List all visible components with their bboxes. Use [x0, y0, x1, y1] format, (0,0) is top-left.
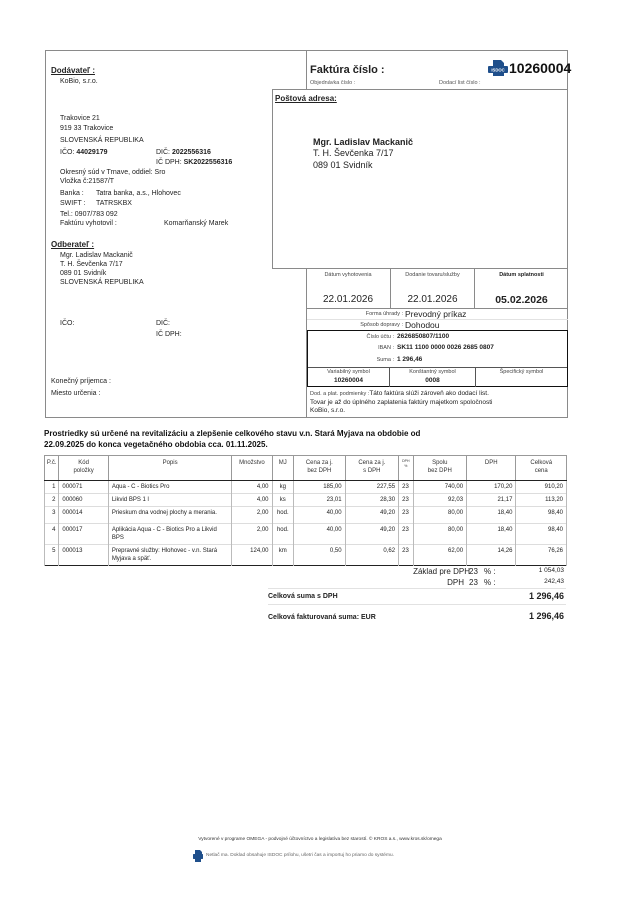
cell-vat-pct: 23 — [399, 524, 413, 545]
customer-city: 089 01 Svidník — [60, 270, 107, 277]
header-vertical-divider — [306, 50, 307, 90]
customer-icdph-label: IČ DPH: — [156, 331, 182, 338]
col-pc: P.č. — [45, 456, 59, 481]
supplier-bank-label: Banka : — [60, 190, 84, 197]
supplier-bank: Tatra banka, a.s., Hlohovec — [96, 190, 181, 197]
cell-price-vat: 28,30 — [345, 494, 399, 507]
supplier-court: Okresný súd v Trnave, oddiel: Sro — [60, 169, 166, 176]
issue-date-cell — [306, 269, 390, 309]
cell-price-vat: 0,62 — [345, 545, 399, 566]
issued-by-label: Faktúru vyhotovil : — [60, 220, 117, 227]
cell-price-vat: 49,20 — [345, 524, 399, 545]
sum: 1 296,46 — [397, 356, 423, 363]
table-row — [45, 481, 567, 494]
constant-symbol-label: Konštantný symbol — [409, 369, 456, 375]
issued-by: Komarňanský Marek — [164, 220, 229, 227]
cell-vat-pct: 23 — [399, 545, 413, 566]
supplier-heading: Dodávateľ : — [51, 66, 95, 75]
cell-total: 62,00 — [413, 545, 467, 566]
delivery-note-label: Dodací list číslo : — [439, 80, 481, 86]
items-table — [44, 455, 567, 566]
customer-street: T. H. Ševčenka 7/17 — [60, 261, 123, 268]
col-unit-price: Cena za j. bez DPH — [294, 456, 345, 481]
payment-method: Prevodný príkaz — [405, 309, 467, 319]
payment-method-label: Forma úhrady : — [365, 311, 403, 317]
cell-qty: 4,00 — [232, 481, 272, 494]
table-header-row — [45, 456, 567, 481]
issue-date-label: Dátum vyhotovenia — [324, 272, 372, 278]
cell-unit: ks — [272, 494, 294, 507]
funding-note — [44, 428, 420, 450]
supplier-icdph — [156, 159, 232, 166]
cell-total: 92,03 — [413, 494, 467, 507]
iban-label: IBAN : — [378, 345, 394, 351]
cell-desc: Aplikácia Aqua - C - Biotics Pro a Likvid BPS — [108, 524, 232, 545]
postal-name: Mgr. Ladislav Mackanič — [313, 137, 414, 147]
invoice-number: 10260004 — [509, 60, 572, 76]
cell-unit: kg — [272, 481, 294, 494]
cell-price: 40,00 — [294, 507, 345, 524]
transport-label: Spôsob dopravy : — [360, 322, 403, 328]
footer-credit: Vytvorené v programe OMEGA - podvojné účtovníctvo a legislatíva bez starostí. © KROS a.s., www.kros.sk/omega — [198, 837, 442, 842]
cell-vat-pct: 23 — [399, 481, 413, 494]
supplier-swift-label: SWIFT : — [60, 200, 86, 207]
dates-grid — [306, 269, 568, 309]
table-row — [45, 494, 567, 507]
variable-symbol-cell — [308, 368, 389, 387]
postal-heading: Poštová adresa: — [275, 94, 337, 103]
footer-isdoc-text: Netlač ma. Doklad obsahuje ISDOC prílohu, ušetri čas a importuj ho priamo do systému. — [206, 852, 394, 858]
funding-note-line2: 22.09.2025 do konca vegetačného obdobia cca. 01.11.2025. — [44, 440, 268, 449]
cell-total: 740,00 — [413, 481, 467, 494]
payment-divider — [307, 319, 568, 320]
cell-unit: hod. — [272, 507, 294, 524]
cell-total: 80,00 — [413, 507, 467, 524]
supplier-name: KoBio, s.r.o. — [60, 78, 98, 85]
cell-vat: 18,40 — [467, 524, 516, 545]
cell-price: 23,01 — [294, 494, 345, 507]
iban: SK11 1100 0000 0026 2685 0807 — [397, 344, 494, 351]
cell-code: 000013 — [59, 545, 108, 566]
cell-grand: 113,20 — [516, 494, 567, 507]
total-label: Celková suma s DPH — [268, 593, 338, 600]
variable-symbol: 10260004 — [334, 377, 363, 384]
delivery-date-label: Dodanie tovaru/služby — [405, 272, 460, 278]
due-date: 05.02.2026 — [495, 294, 548, 306]
supplier-icdph-value: SK2022556316 — [183, 159, 233, 166]
col-vat: DPH — [467, 456, 516, 481]
supplier-insert: Vložka č:21587/T — [60, 178, 115, 185]
constant-symbol-cell — [389, 368, 475, 387]
order-number-label: Objednávka číslo : — [310, 80, 356, 86]
supplier-city: 919 33 Trakovice — [60, 125, 114, 132]
final-recipient-label: Konečný príjemca : — [51, 378, 111, 385]
customer-country: SLOVENSKÁ REPUBLIKA — [60, 279, 144, 286]
variable-symbol-label: Variabilný symbol — [327, 369, 370, 375]
destination-label: Miesto určenia : — [51, 390, 101, 397]
col-grand: Celková cena — [516, 456, 567, 481]
cell-qty: 2,00 — [232, 507, 272, 524]
funding-note-line1: Prostriedky sú určené na revitalizáciu a zlepšenie celkového stavu v.n. Stará Myjava na obdobie od — [44, 429, 421, 438]
delivery-date-cell — [390, 269, 474, 309]
cell-price-vat: 227,55 — [345, 481, 399, 494]
invoiced-label: Celková fakturovaná suma: EUR — [268, 614, 376, 621]
vat-value: 242,43 — [544, 578, 564, 585]
customer-name: Mgr. Ladislav Mackanič — [60, 252, 133, 259]
supplier-ico-label: IČO: — [60, 149, 75, 156]
cell-desc: Aqua - C - Biotics Pro — [108, 481, 232, 494]
cell-vat: 18,40 — [467, 507, 516, 524]
terms — [310, 390, 492, 416]
sum-label: Suma : — [376, 357, 394, 363]
cell-grand: 76,26 — [516, 545, 567, 566]
cell-unit: hod. — [272, 524, 294, 545]
postal-city: 089 01 Svidník — [313, 160, 373, 170]
cell-total: 80,00 — [413, 524, 467, 545]
cell-unit: km — [272, 545, 294, 566]
cell-pc: 5 — [45, 545, 59, 566]
terms-line3: KoBio, s.r.o. — [310, 407, 346, 414]
cell-desc: Likvid BPS 1 l — [108, 494, 232, 507]
customer-ico-label: IČO: — [60, 320, 75, 327]
cell-price: 185,00 — [294, 481, 345, 494]
vat-base-value: 1 054,03 — [538, 567, 564, 574]
isdoc-footer-icon — [193, 849, 203, 861]
cell-vat-pct: 23 — [399, 507, 413, 524]
supplier-dic-value: 2022556316 — [171, 149, 211, 156]
footer-isdoc — [193, 849, 394, 861]
cell-code: 000060 — [59, 494, 108, 507]
cell-price: 0,50 — [294, 545, 345, 566]
cell-code: 000017 — [59, 524, 108, 545]
vat-base-label: Základ pre DPH — [413, 567, 470, 576]
issue-date: 22.01.2026 — [322, 294, 374, 305]
cell-qty: 2,00 — [232, 524, 272, 545]
cell-grand: 98,40 — [516, 507, 567, 524]
cell-grand: 98,40 — [516, 524, 567, 545]
cell-qty: 4,00 — [232, 494, 272, 507]
supplier-ico — [60, 149, 108, 156]
col-unit-price-vat: Cena za j. s DPH — [345, 456, 399, 481]
total-value: 1 296,46 — [528, 591, 564, 601]
cell-price: 40,00 — [294, 524, 345, 545]
symbols-row — [308, 367, 567, 386]
supplier-ico-value: 44029179 — [76, 149, 108, 156]
cell-qty: 124,00 — [232, 545, 272, 566]
invoice-number-label: Faktúra číslo : — [310, 64, 385, 76]
delivery-date: 22.01.2026 — [407, 294, 458, 305]
table-row — [45, 524, 567, 545]
bank-details-box — [307, 330, 568, 387]
cell-price-vat: 49,20 — [345, 507, 399, 524]
vat-base-pct: % : — [484, 567, 496, 576]
cell-pc: 1 — [45, 481, 59, 494]
summary-divider-1 — [268, 588, 566, 589]
terms-label: Dod. a plat. podmienky : — [310, 391, 370, 397]
isdoc-icon — [488, 60, 508, 76]
postal-street: T. H. Ševčenka 7/17 — [313, 148, 394, 158]
cell-grand: 910,20 — [516, 481, 567, 494]
cell-pc: 3 — [45, 507, 59, 524]
invoiced-value: 1 296,46 — [528, 611, 564, 621]
table-row — [45, 545, 567, 566]
cell-vat: 170,20 — [467, 481, 516, 494]
vat-pct: % : — [484, 578, 496, 587]
col-code: Kód položky — [59, 456, 108, 481]
col-desc: Popis — [108, 456, 232, 481]
cell-vat: 14,26 — [467, 545, 516, 566]
due-date-cell — [474, 269, 568, 309]
specific-symbol-label: Špecifický symbol — [499, 369, 544, 375]
supplier-phone: Tel.: 0907/783 092 — [60, 211, 118, 218]
specific-symbol-cell — [475, 368, 567, 387]
supplier-dic — [156, 149, 211, 156]
cell-desc: Prepravné služby: Hlohovec - v.n. Stará Myjava a späť. — [108, 545, 232, 566]
col-unit: MJ — [272, 456, 294, 481]
supplier-icdph-label: IČ DPH: — [156, 159, 182, 166]
vat-rate: 23 — [469, 578, 478, 587]
vat-base-rate: 23 — [469, 567, 478, 576]
summary-divider-2 — [268, 604, 566, 605]
due-date-label: Dátum splatnosti — [499, 272, 544, 278]
cell-vat: 21,17 — [467, 494, 516, 507]
customer-heading: Odberateľ : — [51, 240, 95, 249]
cell-vat-pct: 23 — [399, 494, 413, 507]
cell-code: 000071 — [59, 481, 108, 494]
terms-line2: Tovar je až do úplného zaplatenia faktúry majetkom spoločnosti — [310, 398, 493, 406]
table-row — [45, 507, 567, 524]
cell-pc: 4 — [45, 524, 59, 545]
col-qty: Množstvo — [232, 456, 272, 481]
supplier-country: SLOVENSKÁ REPUBLIKA — [60, 137, 144, 144]
svg-text:ISDOC: ISDOC — [491, 67, 505, 73]
cell-desc: Prieskum dna vodnej plochy a merania. — [108, 507, 232, 524]
supplier-swift: TATRSKBX — [96, 200, 132, 207]
vat-label: DPH — [447, 578, 464, 587]
col-total: Spolu bez DPH — [413, 456, 467, 481]
constant-symbol: 0008 — [425, 377, 440, 384]
postal-address-box — [272, 89, 568, 269]
cell-pc: 2 — [45, 494, 59, 507]
col-vat-pct: DPH % — [399, 456, 413, 481]
supplier-dic-label: DIČ: — [156, 149, 170, 156]
terms-line1: Táto faktúra slúži zároveň ako dodací list. — [369, 390, 489, 397]
supplier-street: Trakovice 21 — [60, 115, 100, 122]
transport: Dohodou — [405, 320, 440, 330]
customer-dic-label: DIČ: — [156, 320, 170, 327]
account-number: 2626850807/1100 — [397, 333, 450, 340]
cell-code: 000014 — [59, 507, 108, 524]
account-label: Číslo účtu : — [366, 334, 394, 340]
